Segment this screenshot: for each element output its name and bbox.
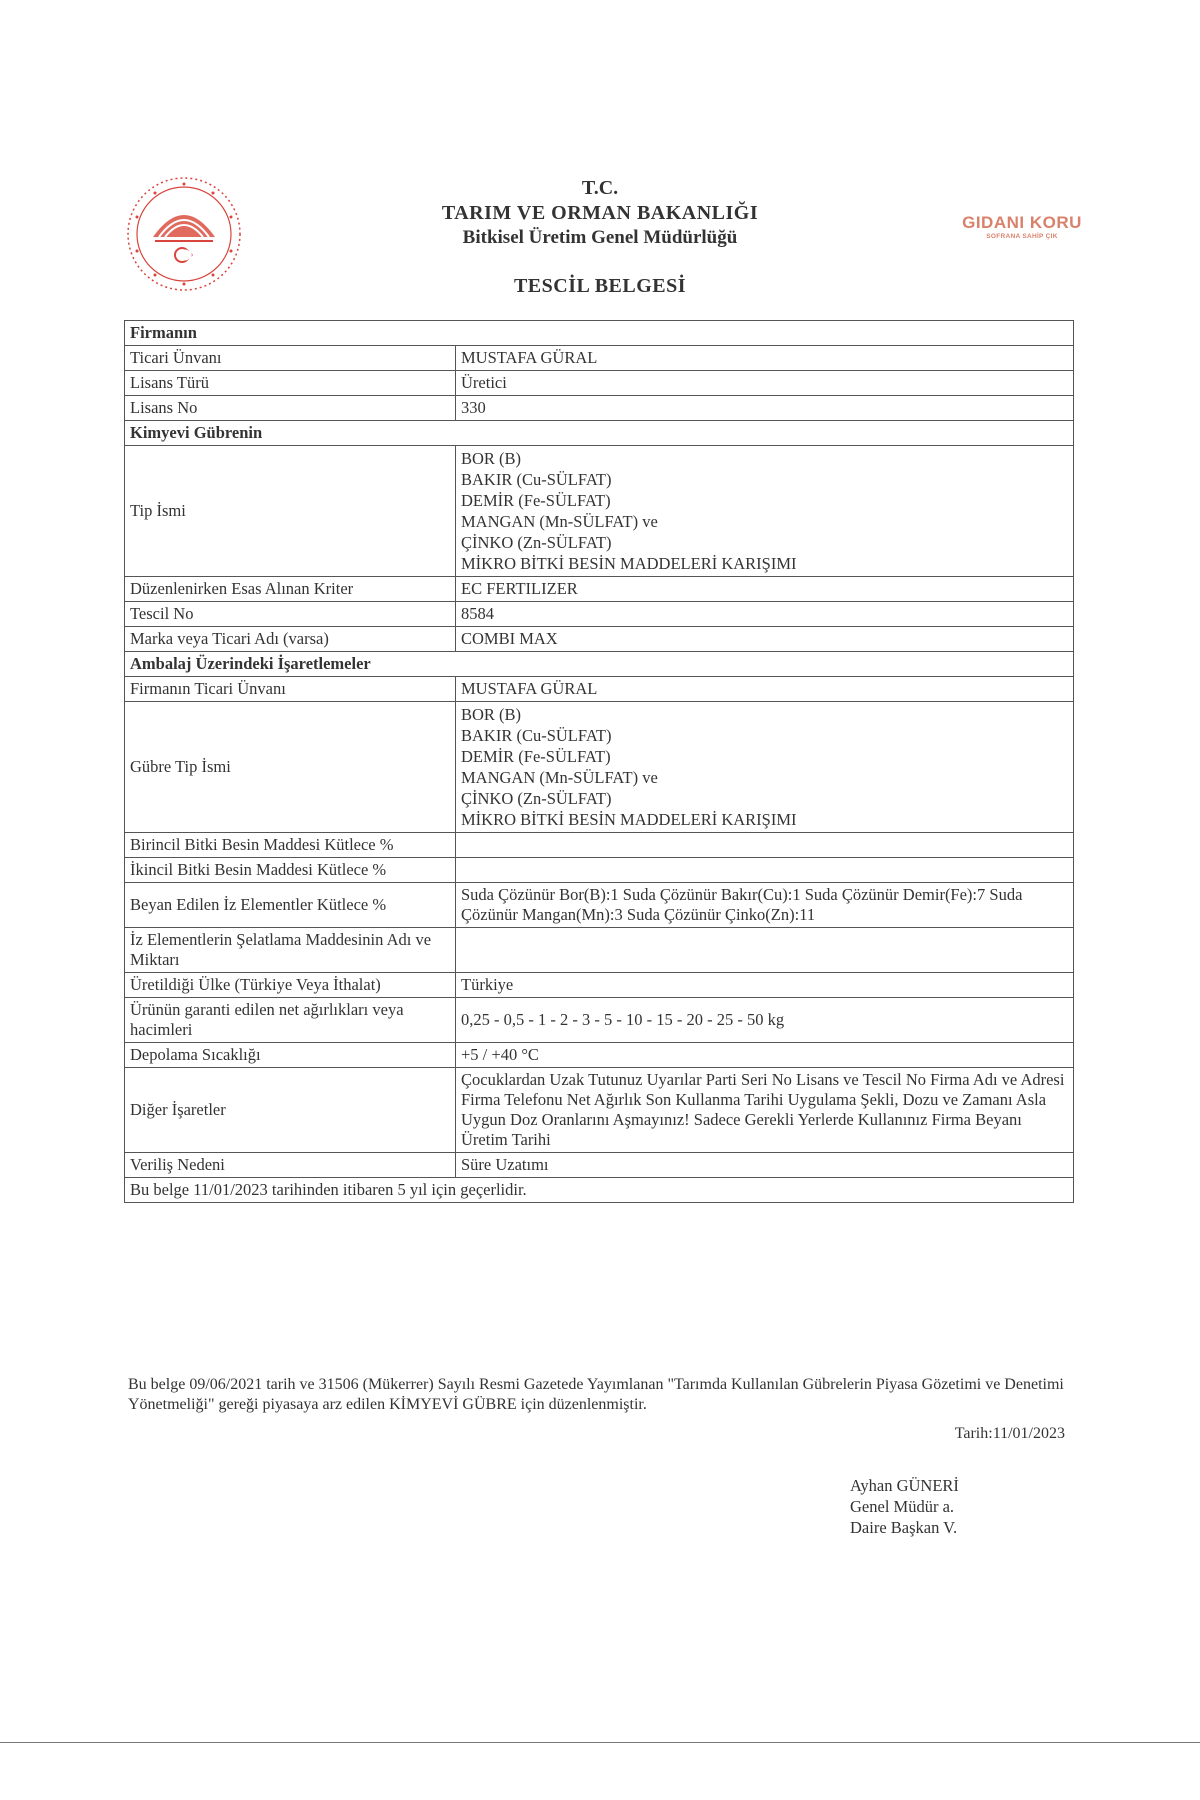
row-label: İkincil Bitki Besin Maddesi Kütlece %: [125, 858, 456, 883]
section-row: [125, 421, 1074, 446]
type-line: BAKIR (Cu-SÜLFAT): [461, 470, 612, 489]
table-row: [125, 602, 1074, 627]
row-value: MUSTAFA GÜRAL: [456, 346, 1074, 371]
type-line: DEMİR (Fe-SÜLFAT): [461, 747, 611, 766]
type-name-value: [456, 446, 1074, 577]
header-directorate: Bitkisel Üretim Genel Müdürlüğü: [462, 227, 738, 248]
row-value: EC FERTILIZER: [456, 577, 1074, 602]
row-value: [456, 833, 1074, 858]
table-row: [125, 627, 1074, 652]
regulation-note: Bu belge 09/06/2021 tarih ve 31506 (Mükerrer) Sayılı Resmi Gazetede Yayımlanan "Tarımda Kullanılan Gübrelerin Piyasa Gözetimi ve Denetimi Yönetmeliği" gereği piyasaya arz edilen KİMYEVİ GÜBRE için düzenlenmiştir.: [128, 1376, 1064, 1413]
table-row: [125, 858, 1074, 883]
type-line: BOR (B): [461, 705, 522, 724]
row-value: Çocuklardan Uzak Tutunuz Uyarılar Parti Seri No Lisans ve Tescil No Firma Adı ve Adresi Firma Telefonu Net Ağırlık Son Kullanma Tarihi Uygulama Şekli, Dozu ve Zamanı Asla Uygun Doz Oranlarını Aşmayınız! Sadece Gerekli Yerlerde Kullanınız Firma Beyanı Üretim Tarihi: [456, 1068, 1074, 1153]
signatory-title: Genel Müdür a.: [850, 1497, 955, 1516]
table-row: [125, 396, 1074, 421]
row-value: +5 / +40 °C: [456, 1043, 1074, 1068]
table-row: [125, 833, 1074, 858]
row-label: Beyan Edilen İz Elementler Kütlece %: [125, 883, 456, 928]
type-line: ÇİNKO (Zn-SÜLFAT): [461, 533, 612, 552]
table-row: [125, 577, 1074, 602]
row-label: Firmanın Ticari Ünvanı: [125, 677, 456, 702]
type-line: BAKIR (Cu-SÜLFAT): [461, 726, 612, 745]
header-line-1: T.C.: [581, 177, 619, 199]
row-label: Depolama Sıcaklığı: [125, 1043, 456, 1068]
row-label: Tescil No: [125, 602, 456, 627]
header-ministry: TARIM VE ORMAN BAKANLIĞI: [441, 202, 759, 224]
row-label: Lisans Türü: [125, 371, 456, 396]
type-line: MANGAN (Mn-SÜLFAT) ve: [461, 512, 658, 531]
validity-row: [125, 1178, 1074, 1203]
document-title: TESCİL BELGESİ: [513, 275, 687, 297]
row-value: [456, 928, 1074, 973]
row-label: Marka veya Ticari Adı (varsa): [125, 627, 456, 652]
row-label: Ticari Ünvanı: [125, 346, 456, 371]
row-value: Süre Uzatımı: [456, 1153, 1074, 1178]
row-value: COMBI MAX: [456, 627, 1074, 652]
row-value: Üretici: [456, 371, 1074, 396]
row-value: [456, 858, 1074, 883]
section-firm: Firmanın: [125, 321, 1074, 346]
logo-sub-text: SOFRANA SAHİP ÇIK: [986, 233, 1058, 240]
row-label: Gübre Tip İsmi: [125, 702, 456, 833]
row-label: Tip İsmi: [125, 446, 456, 577]
issue-date: Tarih:11/01/2023: [954, 1425, 1065, 1442]
row-value: Türkiye: [456, 973, 1074, 998]
section-row: [125, 321, 1074, 346]
row-value: 8584: [456, 602, 1074, 627]
table-row: [125, 446, 1074, 577]
row-label: İz Elementlerin Şelatlama Maddesinin Adı ve Miktarı: [125, 928, 456, 973]
row-label: Birincil Bitki Besin Maddesi Kütlece %: [125, 833, 456, 858]
signature-block: [850, 1475, 959, 1538]
signatory-name: Ayhan GÜNERİ: [850, 1476, 959, 1495]
row-label: Veriliş Nedeni: [125, 1153, 456, 1178]
ministry-header: [0, 176, 1200, 250]
signatory-title: Daire Başkan V.: [850, 1518, 958, 1537]
table-row: [125, 1153, 1074, 1178]
row-label: Lisans No: [125, 396, 456, 421]
table-row: [125, 371, 1074, 396]
table-row: [125, 998, 1074, 1043]
validity-text: Bu belge 11/01/2023 tarihinden itibaren 5 yıl için geçerlidir.: [125, 1178, 1074, 1203]
type-line: ÇİNKO (Zn-SÜLFAT): [461, 789, 612, 808]
row-label: Ürünün garanti edilen net ağırlıkları veya hacimleri: [125, 998, 456, 1043]
type-line: DEMİR (Fe-SÜLFAT): [461, 491, 611, 510]
table-row: [125, 1068, 1074, 1153]
table-row: [125, 883, 1074, 928]
row-label: Diğer İşaretler: [125, 1068, 456, 1153]
logo-main-text: GIDANI KORU: [962, 213, 1082, 232]
table-row: [125, 677, 1074, 702]
section-row: [125, 652, 1074, 677]
row-value: 0,25 - 0,5 - 1 - 2 - 3 - 5 - 10 - 15 - 20 - 25 - 50 kg: [456, 998, 1074, 1043]
table-row: [125, 973, 1074, 998]
type-line: MİKRO BİTKİ BESİN MADDELERİ KARIŞIMI: [461, 810, 797, 829]
registration-table: [124, 320, 1074, 1203]
type-line: MANGAN (Mn-SÜLFAT) ve: [461, 768, 658, 787]
section-fertilizer: Kimyevi Gübrenin: [125, 421, 1074, 446]
row-label: Düzenlenirken Esas Alınan Kriter: [125, 577, 456, 602]
type-line: MİKRO BİTKİ BESİN MADDELERİ KARIŞIMI: [461, 554, 797, 573]
section-packaging: Ambalaj Üzerindeki İşaretlemeler: [125, 652, 1074, 677]
row-label: Üretildiği Ülke (Türkiye Veya İthalat): [125, 973, 456, 998]
type-name-value: [456, 702, 1074, 833]
row-value: 330: [456, 396, 1074, 421]
table-row: [125, 1043, 1074, 1068]
type-line: BOR (B): [461, 449, 522, 468]
table-row: [125, 928, 1074, 973]
table-row: [125, 346, 1074, 371]
row-value: Suda Çözünür Bor(B):1 Suda Çözünür Bakır(Cu):1 Suda Çözünür Demir(Fe):7 Suda Çözünür Mangan(Mn):3 Suda Çözünür Çinko(Zn):11: [456, 883, 1074, 928]
table-row: [125, 702, 1074, 833]
row-value: MUSTAFA GÜRAL: [456, 677, 1074, 702]
page-bottom-rule: [0, 1742, 1200, 1743]
